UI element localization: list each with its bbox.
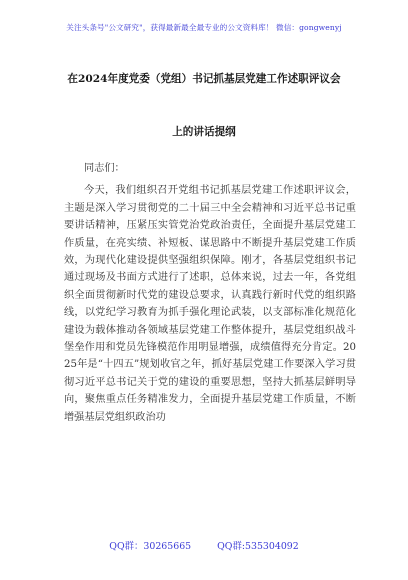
document-title-line-2: 上的讲话提纲 — [172, 126, 236, 138]
salutation: 同志们： — [84, 163, 125, 174]
header-banner: 关注头条号"公文研究"，获得最新最全最专业的公文资料库！ 微信：gongwenyj — [66, 23, 342, 32]
footer-qq-group-2: QQ群:535304092 — [217, 541, 299, 552]
document-title-line-1: 在2024年度党委（党组）书记抓基层党建工作述职评议会 — [67, 73, 341, 85]
document-body — [64, 160, 356, 426]
body-paragraph: 今天，我们组织召开党组书记抓基层党建工作述职评议会，主题是深入学习贯彻党的二十届三中全会精神和习近平总书记重要讲话精神，压紧压实管党治党政治责任，全面提升基层党建工作质量，在亮实绩、补短板、谋思路中不断提升基层党建工作质效，为现代化建设提供坚强组织保障。刚才，各基层党组织书记通过现场及书面方式进行了述职，总体来说，过去一年，各党组织全面贯彻新时代党的建设总要求，认真践行新时代党的组织路线，以党纪学习教育为抓手强化理论武装，以支部标准化规范化建设为载体推动各领域基层党建工作整体提升，基层党组织战斗堡垒作用和党员先锋模范作用明显增强，成绩值得充分肯定。2025年是“十四五”规划收官之年，抓好基层党建工作要深入学习贯彻习近平总书记关于党的建设的重要思想，坚持大抓基层鲜明导向，聚焦重点任务精准发力，全面提升基层党建工作质量，不断增强基层党组织政治功 — [64, 185, 356, 423]
footer-contact — [0, 538, 408, 552]
footer-qq-group-1: QQ群：30265665 — [109, 541, 192, 552]
